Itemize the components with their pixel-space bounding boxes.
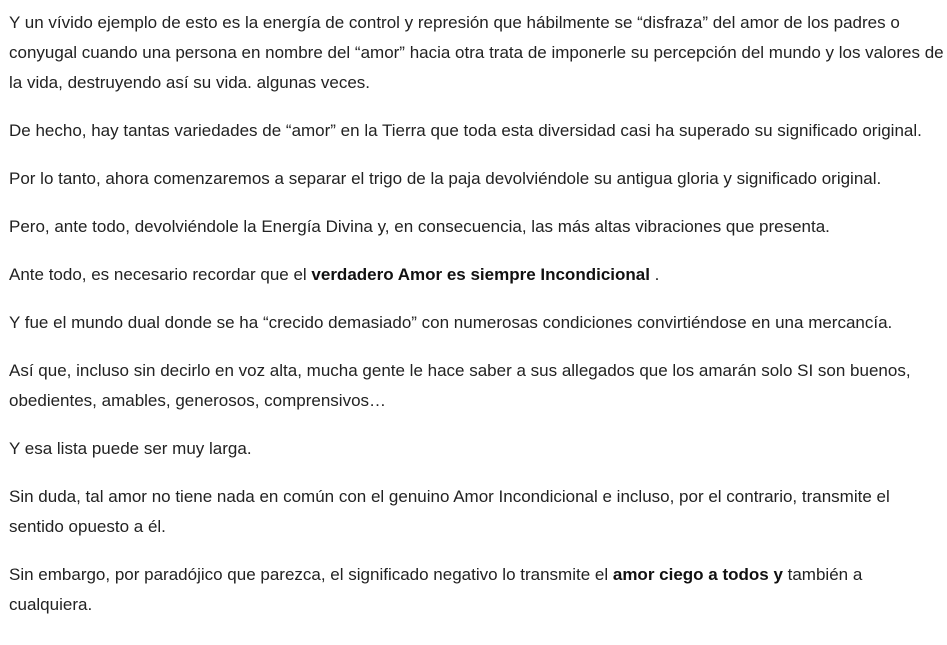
article-body: [9, 8, 944, 638]
paragraph-6: Y fue el mundo dual donde se ha “crecido demasiado” con numerosas condiciones convirtiéndose en una mercancía.: [9, 313, 893, 332]
paragraph-7: Así que, incluso sin decirlo en voz alta, mucha gente le hace saber a sus allegados que los amarán solo SI son buenos, obedientes, amables, generosos, comprensivos…: [9, 361, 911, 410]
emphasis-blind-love: amor ciego a todos y: [612, 565, 783, 584]
paragraph-5-text: Ante todo, es necesario recordar que el: [9, 265, 312, 284]
paragraph-9: Sin duda, tal amor no tiene nada en común con el genuino Amor Incondicional e incluso, por el contrario, transmite el sentido opuesto a él.: [9, 487, 890, 536]
paragraph-3: Por lo tanto, ahora comenzaremos a separar el trigo de la paja devolviéndole su antigua gloria y significado original.: [9, 169, 882, 188]
paragraph-5-tail: .: [649, 265, 660, 284]
paragraph-8: Y esa lista puede ser muy larga.: [9, 439, 252, 458]
paragraph-2: De hecho, hay tantas variedades de “amor” en la Tierra que toda esta diversidad casi ha superado su significado original.: [9, 121, 922, 140]
paragraph-10: [9, 560, 944, 620]
paragraph-1: Y un vívido ejemplo de esto es la energía de control y represión que hábilmente se “disfraza” del amor de los padres o conyugal cuando una persona en nombre del “amor” hacia otra trata de imponerle su percepción del mundo y los valores de la vida, destruyendo así su vida. algunas veces.: [9, 13, 944, 92]
paragraph-10-text: Sin embargo, por paradójico que parezca, el significado negativo lo transmite el: [9, 565, 613, 584]
paragraph-10-tail: también a cualquiera.: [9, 565, 863, 614]
emphasis-unconditional-love: verdadero Amor es siempre Incondicional: [311, 265, 650, 284]
paragraph-4: Pero, ante todo, devolviéndole la Energía Divina y, en consecuencia, las más altas vibraciones que presenta.: [9, 217, 830, 236]
paragraph-5: [9, 260, 944, 290]
